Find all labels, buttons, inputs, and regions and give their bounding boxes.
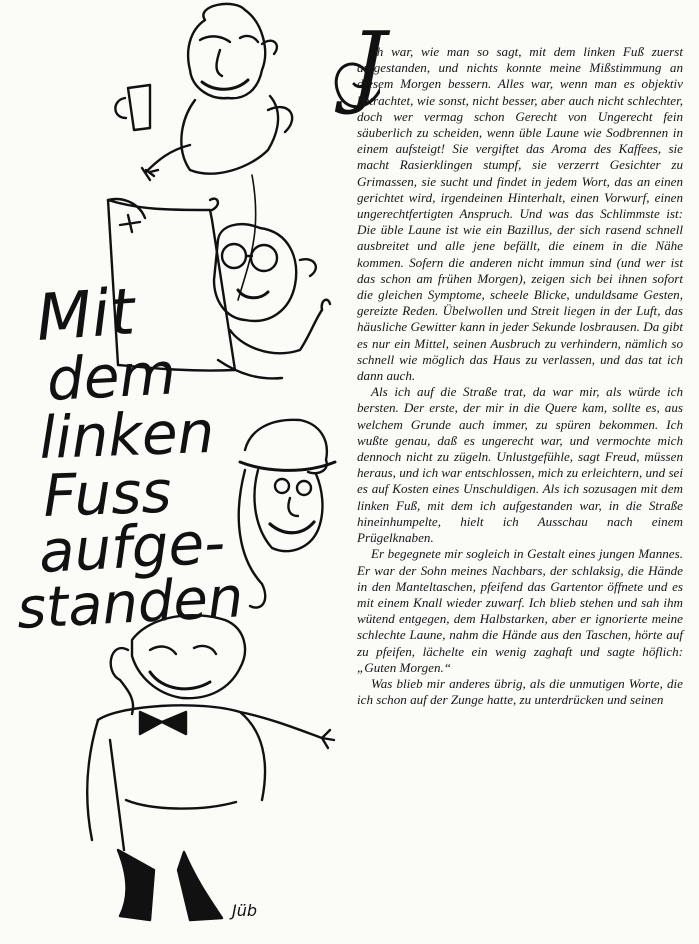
headline-line-1: Mit [33,275,137,356]
headline-lettering [15,275,257,920]
headline-line-3: linken [38,397,216,472]
caricature-bowtie-man [87,615,334,920]
article-body [357,44,683,924]
caricature-hat-man [239,420,335,608]
headline-line-6: standen [15,565,245,642]
article-paragraph-2: Als ich auf die Straße trat, da war mir, als würde ich bersten. Der erste, der mir in die Quere kam, sollte es, aus welchem Grunde auch immer, zu spüren bekommen. Ich wußte genau, daß es ungerecht war, und vermochte mich dennoch nicht zu zügeln. Unlustgefühle, sagt Freud, müssen heraus, und ich war entschlossen, mich zu erleichtern, und sei es auf Kosten eines Unschuldigen. Als ich sozusagen mit dem linken Fuß, mit dem ich aufgestanden war, in die Straße hineinhumpelte, hielt ich Ausschau nach einem Prügelknaben. [357,384,683,546]
artist-signature: Jüb [232,901,258,920]
article-paragraph-4: Was blieb mir anderes übrig, als die unmutigen Worte, die ich schon auf der Zunge hatte, zu unterdrücken und seinen [357,675,683,708]
drop-cap-letter: J [350,13,387,118]
headline-line-5: aufge- [37,508,227,586]
headline-line-4: Fuss [42,457,173,530]
caricature-toothbrush-man [115,4,292,300]
article-paragraph-3: Er begegnete mir sogleich in Gestalt eines jungen Mannes. Er war der Sohn meines Nachbars, der schlaksig, die Hände in den Manteltaschen, pfeifend das Gartentor öffnete und es mit einem Knall wieder zuwarf. Ich blieb stehen und sah ihm wütend entgegen, dem Halbstarken, aber er ignorierte meine schlechte Laune, nahm die Hände aus den Taschen, hörte auf zu pfeifen, lächelte ein wenig zaghaft und sagte höflich: „Guten Morgen.“ [357,546,683,675]
article-paragraph-1: ch war, wie man so sagt, mit dem linken Fuß zuerst aufgestanden, und nichts konnte meine Mißstimmung an diesem Morgen bessern. Alles war, wenn man es objektiv betrachtet, wie sonst, nicht besser, aber auch nicht schlechter, doch wer vermag schon Gerecht von Ungerecht fein säuberlich zu scheiden, wenn üble Laune wie Sodbrennen in einem aufsteigt! Sie vergiftet das Aroma des Kaffees, sie macht Rasierklingen stumpf, sie verzerrt Gesichter zu Grimassen, sie sucht und findet in jedem Wort, das an einen gerichtet wird, irgendeinen Hinterhalt, einen Vorwurf, einen ungerechtfertigten Anspruch. Und was das Schlimmste ist: Die üble Laune ist wie ein Bazillus, der sich rasend schnell ausbreitet und alle jene befällt, die einem in die Nähe kommen. Sofern die anderen nicht immun sind (und wer ist das schon am frühen Morgen), zeigen sich bei ihnen sofort die gleichen Symptome, scheele Blicke, unduldsame Gesten, gereizte Reden. Übelwollen und Streit liegen in der Luft, das häusliche Gewitter kann in jeder Sekunde losbrausen. Da gibt es nur ein Mittel, seinen Ausbruch zu verhindern, nämlich so schnell wie möglich das Haus zu verlassen, und das tat ich dann auch. [357,44,683,384]
headline-line-2: dem [45,339,178,414]
